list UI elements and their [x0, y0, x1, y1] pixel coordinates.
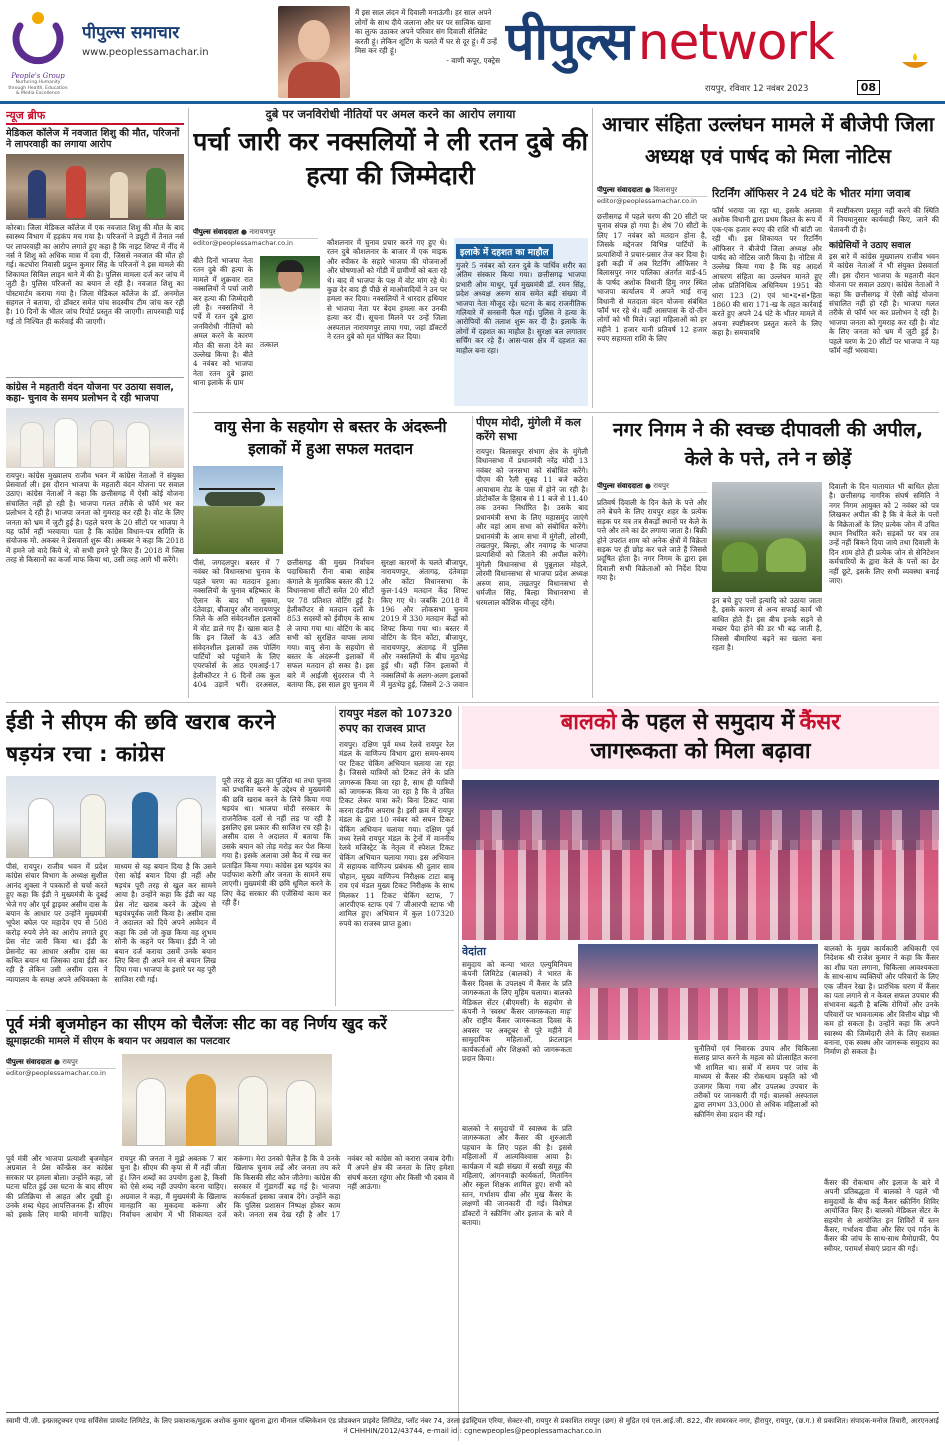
- quote-text: मैं इस साल लंदन में दिवाली मनाऊंगी। हर साल अपने लोगों के साथ दीये जलाना और घर पर सात्विक खाना का लुत्फ उठाकर अपने परिवार संग दिवाली सेलिब्रेट करती हूं। लेकिन शूटिंग के चलते मैं घर से दूर हूं। मैं उन्हें मिस कर रही हूं।: [355, 8, 497, 56]
- brief1-body: कोरबा। जिला मेडिकल कॉलेज में एक नवजात शिशु की मौत के बाद स्वास्थ्य विभाग में हड़कंप मच गया है। परिजनों ने ड्यूटी में तैनात नर्स पर लापरवाही का आरोप लगाते हुए कहा है कि नाइट शिफ्ट में नींद में नर्स ने शिशु को अधिक मात्रा में दवा दी, जिससे नवजात की मौत हो गई। कटघोरा निवासी प्रदुम्न कुमार सिंह के परिजनों ने इस मामले की शिकायत सिविल लाइन थाने में की है। पुलिस मामला दर्ज कर जांच में जुटी है। पुलिस परिजनों का बयान ले रही है। नवजात शिशु का पोस्टमार्टम कराया गया है। जिला मेडिकल कॉलेज के डॉ. अनमोल सहगल ने बताया, दो डॉक्टर समेत पांच सदस्यीय टीम जांच कर रही है। 10 दिनों के भीतर जांच रिपोर्ट प्रस्तुत की जाएगी। लापरवाही पाई गई तो निश्चित ही कार्रवाई की जाएगी।: [6, 222, 184, 326]
- balco-body1: समुदाय को कन्या भारत एल्युमिनियम कंपनी लिमिटेड (बालको) ने भारत के कैंसर दिवस के उपलक्ष्य में कैंसर के प्रति जागरूकता के लिए मुहिम चलाया। बालको मेडिकल सेंटर (बीएमसी) के सहयोग से कंपनी ने 'स्वस्थ' कैंसर जागरूकता माह' और राष्ट्रीय कैंसर जागरूकता दिवस के अवसर पर अक्टूबर से पूरे महीने में सामुदायिक महिलाओं, फ्रंटलाइन कार्यकर्ताओं और शिक्षकों को जागरूकता प्रदान किया।: [462, 960, 572, 1064]
- diwali-byline-name: पीपुल्स संवाददाता: [597, 482, 643, 490]
- ratan-photo: [260, 256, 320, 336]
- brijmohan-headline: पूर्व मंत्री बृजमोहन का सीएम को चैलेंजः सीट का वह निर्णय खुद करें: [6, 1015, 387, 1033]
- brijmohan-email[interactable]: editor@peoplessamachar.co.in: [6, 1069, 106, 1077]
- article-ed: [6, 706, 331, 1006]
- vedanta-logo: वेदांता: [462, 945, 486, 958]
- ed-headline: ईडी ने सीएम की छवि खराब करने षड़यंत्र रचा : कांग्रेस: [6, 710, 276, 766]
- railway-body: रायपुर। दक्षिण पूर्व मध्य रेलवे रायपुर रेल मंडल के वाणिज्य विभाग द्वारा समय-समय पर टिकट चेकिंग अभियान चलाया जा रहा है। जिससे यात्रियों को टिकट लेने के प्रति जागरूक किया जा रहा है, साथ ही यात्रियों को जागरूक किया जा रहा है कि वे उचित टिकट लेकर यात्रा करें। बिना टिकट यात्रा करना दंडनीय अपराध है। इसी क्रम में रायपुर मंडल के द्वारा 10 नवंबर को सघन टिकट चेकिंग अभियान चलाया गया। दक्षिण पूर्व मध्य रेलवे रायपुर मंडल के ट्रेनों में माननीय रेलवे मजिस्ट्रेट के नेतृत्व में स्पेशल टिकट चेकिंग अभियान चलाया गया। इस अभियान में सहायक वाणिज्य प्रबंधक श्री दुलार साव चौहान, मुख्य वाणिज्य निरीक्षक टाटा बाबू राव एवं मंडल मुख्य टिकट निरीक्षक के साथ मिलकर 11 टिकट चेकिंग स्टाफ, 7 आरपीएफ स्टाफ एवं 7 जीआरपी स्टाफ भी शामिल हुए। अभियान में कुल 107320 रुपये का राजस्व प्राप्त हुआ।: [339, 740, 454, 928]
- balco-body3: बालको के मुख्य कार्यकारी अधिकारी एवं निदेशक श्री राजेश कुमार ने कहा कि कैंसर का शीघ्र पता लगाना, चिकित्सा आवश्यकता के साथ-साथ व्यक्तियों और परिवारों के लिए एक जीवन रेखा है। प्रारंभिक चरण में कैंसर का पता लगाने से न केवल सफल उपचार की संभावना बढ़ती है बल्कि रोगियों और उनके परिवारों पर भावनात्मक और वित्तीय बोझ भी कम हो सकता है। उन्होंने कहा कि अपने स्वास्थ्य की जिम्मेदारी लेने के लिए सशक्त बनाना, एक स्वस्थ और जागरूक समुदाय का निर्माण हो सकता है।: [824, 944, 939, 1057]
- dateline: रायपुर, रविवार 12 नवंबर 2023: [705, 84, 809, 94]
- balco-headline-part2: के पहल से समुदाय में: [621, 710, 795, 735]
- balco-photo: [462, 780, 939, 940]
- article-modi: [476, 416, 588, 698]
- group-name: People's Group: [11, 72, 65, 80]
- article-balco: [462, 706, 939, 1406]
- samachar-logo-text: पीपुल्स समाचार: [82, 23, 180, 43]
- article-railway: [339, 706, 454, 1006]
- diwali-photo: [712, 482, 822, 592]
- balco-headline-part3: कैंसर: [799, 710, 841, 735]
- network-title: [505, 4, 937, 80]
- brijmohan-byline-place: रायपुर: [62, 1058, 78, 1066]
- footer-imprint: [6, 1412, 939, 1442]
- title-hindi: पीपुल्स: [505, 12, 633, 72]
- news-brief-label: न्यूज ब्रीफ: [6, 108, 184, 125]
- quote-photo: [278, 6, 350, 98]
- diwali-headline: नगर निगम ने की स्वच्छ दीपावली की अपील, केले के पत्ते, तने न छोड़ें: [612, 419, 924, 470]
- bjp-body: छत्तीसगढ़ में पहले चरण की 20 सीटों पर चुनाव संपन्न हो गया है। शेष 70 सीटों के लिए 17 नवंबर को मतदान होना है, जिसके मद्देनजर विभिन्न पार्टियों के प्रत्याशियों ने प्रचार-प्रसार तेज कर दिया है। इसी कड़ी में अब रिटर्निंग ऑफिसर ने बिलासपुर नगर पालिका अंतर्गत वार्ड-45 के पार्षद अशोक विधानी हिमु नगर स्थित भाजपा कार्यालय में अपने भाई राजू विधानी से मतदाता वंदन योजना संबंधित फॉर्म भर रहे थे। वहीं आसपास के दो-तीन लोगों को भी मिले। जहां महिलाओं को हर महीने 1 हजार यानी प्रतिवर्ष 12 हजार रुपए सहायता राशि के लिए: [597, 212, 707, 344]
- ratan-body-left: बीते दिनों भाजपा नेता रतन दुबे की हत्या के मामले में शुक्रवार रात नक्सलियों ने पर्चा जारी कर हत्या की जिम्मेदारी ली है। नक्सलियों ने पर्चे में रतन दुबे द्वारा जनविरोधी नीतियों को अमल करने के कारण मौत की सजा देने का उल्लेख किया है। बीते 4 नवंबर को भाजपा नेता रतन दुबे झारा थाना इलाके के ग्राम: [193, 256, 253, 388]
- article-ratan-dube: [193, 108, 588, 408]
- masthead: [0, 0, 945, 104]
- balco-headline: [462, 706, 939, 769]
- quote-box: [355, 8, 500, 98]
- ratan-byline-place: नारायणपुर: [249, 228, 276, 236]
- bjp-byline-place: बिलासपुर: [653, 186, 678, 194]
- ratan-sidebar-title: इलाके में दहशत का माहौल: [456, 244, 553, 259]
- ratan-byline-name: पीपुल्स संवाददाता: [193, 228, 239, 236]
- brief2-body: रायपुर। कांग्रेस मुख्यालय राजीव भवन में कांग्रेस नेताओं ने संयुक्त प्रेसवार्ता ली। इस दौरान भाजपा के महतारी वंदन योजना पर सवाल उठाए। कांग्रेस नेताओं ने कहा कि छत्तीसगढ़ में ऐसी कोई योजना संचालित नहीं हो रही है। भाजपा गलत तरीके से फॉर्म भर कर प्रलोभन दे रही है। भाजपा जनता को गुमराह कर रही है। वोट के लिए जनता को भ्रम में जुटी हुई है। पहले चरण के 20 सीटों पर भाजपा ने यह फॉर्म नहीं भरवाया। पता है कि कांग्रेस विधान-पत्र समिति के संयोजक मो. अकबर ने प्रेसवार्ता शुरू की। अकबर ने कहा कि 2018 में हमने जो वादे किये थे, वो सभी हमने पूरे किए हैं। 2018 में जिस तरह से किसानों का कर्जा माफ किया था, उसी तरह आगे भी करेंगे।: [6, 470, 184, 565]
- balco-body4: चुनौतियों एवं निवारक उपाय और चिकित्सा सलाह प्राप्त करने के महत्व को प्रोत्साहित करना भी शामिल था। सत्रों में समय पर जांच के माध्यम से कैंसर की रोकथाम प्रकृति को भी उजागर किया गया और उपलब्ध उपचार के तरीकों पर जानकारी दी गई। बालको अस्पताल द्वारा लगभग 33,000 से अधिक महिलाओं को स्क्रीनिंग सेवा प्रदान की गई।: [694, 1044, 818, 1119]
- bjp-headline: आचार संहिता उल्लंघन मामले में बीजेपी जिला अध्यक्ष एवं पार्षद को मिला नोटिस: [602, 112, 934, 168]
- article-diwali: [597, 416, 939, 698]
- ratan-subhead: दुबे पर जनविरोधी नीतियों पर अमल करने का आरोप लगाया: [265, 108, 516, 121]
- airforce-body: पीसं, जगदलपुर। बस्तर में 7 नवंबर को विधानसभा चुनाव के पहले चरण का मतदान हुआ। नक्सलियों के चुनाव बहिष्कार के ऐलान के बाद भी सुकमा, दंतेवाड़ा, बीजापुर और नारायणपुर जिले के अति संवेदनशील इलाकों में वोट डाले गए हैं। खास बात है कि इन जिलों के 43 अति संवेदनशील इलाकों तक पोलिंग पार्टियों को पहुंचाने के लिए एयरफोर्स के आठ एमआई-17 हेलीकॉप्टर ने 6 दिनों तक कुल 404 उड़ानें भरीं। दरअसल, छत्तीसगढ़ की मुख्य निर्वाचन पदाधिकारी रीना बाबा साहेब कंगाले के मुताबिक बस्तर की 12 विधानसभा सीटों समेत 20 सीटों पर 78 प्रतिशत वोटिंग हुई है। हेलीकॉप्टर से मतदान दलों के 853 सदस्यों को ईवीएम के साथ ले जाया गया था। वोटिंग के बाद सभी को सुरक्षित वापस लाया गया। वायु सेना के सहयोग से बस्तर के अंदरूनी इलाकों में सफल मतदान हो सका है। इस बारे में आईजी सुंदरराज पी ने बताया कि, इस साल हुए चुनाव में सुरक्षा कारणों के चलते बीजापुर, नारायणपुर, अंतागढ़, दंतेवाड़ा और कोंटा विधानसभा के कुल-149 मतदान केंद्र शिफ्ट किए गए थे। जबकि 2018 में 196 और लोकसभा चुनाव 2019 में 330 मतदान केंद्रों को शिफ्ट किया गया था। बस्तर में वोटिंग के दिन कोंटा, बीजापुर, नारायणपुर, अंतागढ़ में पुलिस और नक्सलियों के बीच मुठभेड़ हुई थी। वहीं जिन इलाकों में नक्सलियों के अलग-अलग इलाकों में मुठभेड़ हुई, जिसमें 2-3 जवान: [193, 558, 468, 690]
- news-brief-column: [6, 108, 184, 698]
- title-english: network: [637, 13, 834, 71]
- ratan-photo-caption: तत्काल: [260, 340, 279, 349]
- bjp-byline: पीपुल्स संवाददाता ● बिलासपुर editor@peoplessamachar.co.in: [597, 186, 707, 205]
- balco-body-mid: [578, 1044, 688, 1406]
- airforce-photo: [193, 466, 283, 554]
- bjp-body3: में स्पष्टीकरण प्रस्तुत नहीं करने की स्थिति में नियमानुसार कार्यवाही किए, जाने की चेतावनी दी है।: [829, 206, 939, 234]
- diwali-byline: पीपुल्स संवाददाता ● रायपुर: [597, 482, 707, 493]
- diwali-body1: प्रतिवर्ष दिवाली के दिन केले के पत्ते और तने बेचने के लिए रायपुर शहर के प्रत्येक सड़क पर यत्र तत्र सैकड़ों स्थानों पर केले के पत्ते और तने का ढेर लगाया जाता है। बिक्री होने उपरांत शाम को अनेक क्षेत्रों में विक्रेता सड़क पर ही छोड़ कर चले जाते हैं जिससे प्रदूषित होता है। नगर निगम के द्वारा इस दिवाली सभी विक्रेताओं को निर्देश दिया गया है।: [597, 498, 707, 583]
- group-tagline: Nurturing Humanity through Health, Education & Media Excellence: [8, 80, 68, 96]
- airforce-headline: वायु सेना के सहयोग से बस्तर के अंदरूनी इलाकों में हुआ सफल मतदान: [214, 418, 447, 458]
- balco-headline-part1: बालको: [560, 710, 617, 735]
- modi-headline: पीएम मोदी, मुंगेली में कल करेंगे सभा: [476, 416, 581, 443]
- bjp-body2: फॉर्म भराया जा रहा था, इसके अलावा अशोक विधानी द्वारा प्रथम किश्त के रूप में एक-एक हजार रुपए की राशि भी बांटी जा रही थी। इस शिकायत पर रिटर्निंग ऑफिसर ने बीजेपी जिला अध्यक्ष और पार्षद को नोटिस जारी किया है। नोटिस में उल्लेख किया गया है कि यह आदर्श आचरण संहिता का उल्लंघन मानते हुए लोक प्रतिनिधित्व अधिनियम 1951 की धारा 123 (2) एवं भा•द•सं•हिता 1860 की धारा 171-ख के तहत कार्रवाई करते हुए अपने 24 घंटे के भीतर मामले में अपना स्पष्टीकरण प्रस्तुत करने के लिए कहा है। समयावधि: [712, 206, 822, 338]
- ratan-headline: पर्चा जारी कर नक्सलियों ने ली रतन दुबे की हत्या की जिम्मेदारी: [193, 126, 588, 190]
- diya-icon: [900, 52, 930, 72]
- brief1-photo: [6, 154, 184, 220]
- bjp-sub2: कांग्रेसियों ने उठाए सवाल: [829, 241, 911, 251]
- samachar-url[interactable]: www.peoplessamachar.in: [82, 47, 209, 58]
- balco-body5: कैंसर की रोकथाम और इलाज के बारे में अपनी प्रतिबद्धता में बालको ने पहले भी समुदायों के बीच कई कैंसर स्क्रीनिंग शिविर आयोजित किए हैं। बालको मेडिकल सेंटर के सहयोग से आयोजित इन शिविरों में स्तन कैंसर, गर्भाशय ग्रीवा और सिर एवं गर्दन के कैंसर की जांच के साथ-साथ मैमोग्राफी, पैप स्मीयर, परामर्श सेवाएं प्रदान की गईं।: [824, 1178, 939, 1253]
- footer-text: स्वामी पी.जी. इन्फ्रास्ट्रक्चर एण्ड सर्विसेस प्रायवेट लिमिटेड, के लिए प्रकाशक/मुद्रक अशोक कुमार खुराना द्वारा मीनाल पब्लिकेशन एंड प्रोडक्शन प्राइवेट लिमिटेड, प्लॉट नंबर 74, उरला इंडस्ट्रियल एरिया, सेक्टर-सी, रायपुर से प्रकाशित रायपुर (छग) से मुद्रित एवं एल.आई.जी. 822, वीर सावरकर नगर, हीरापुर, रायपुर, (छ.ग.) से प्रकाशित। संपादक-मनोज तिवारी, आरएनआई नं CHHHIN/2012/43744, e-mail id : cgnewpeoples@peoplessamachar.co.in: [6, 1417, 939, 1435]
- balco-photo2: [578, 944, 818, 1040]
- bjp-byline-name: पीपुल्स संवाददाता: [597, 186, 643, 194]
- diwali-body2: इन बचे हुए पत्तों इत्यादि को उठाया जाता है, इसके कारण से अन्य सफाई कार्य भी बाधित होते हैं। इस बीच इनके सड़ने से मच्छर पैदा होने की डर भी बढ़ जाती है, जिससे बीमारियां बढ़ने का खतरा बना रहता है।: [712, 596, 822, 653]
- brijmohan-byline: पीपुल्स संवाददाता ● रायपुर editor@peoplessamachar.co.in: [6, 1058, 116, 1077]
- peoples-group-logo: [8, 8, 68, 98]
- airforce-body-top: [289, 466, 468, 556]
- balco-headline-line2: जागरूकता को मिला बढ़ावा: [590, 739, 811, 765]
- ed-photo: [6, 776, 216, 858]
- brijmohan-byline-name: पीपुल्स संवाददाता: [6, 1058, 52, 1066]
- ratan-body-right: कौशलनार में चुनाव प्रचार करने गए हुए थे। रतन दुबे कौशलनार के बाजार में एक माइक और स्पीकर के सहारे भाजपा की योजनाओं और घोषणाओं को गोंडी में ग्रामीणों को बता रहे थे। बाद में भाजपा के पक्ष में वोट मांग रहे थे। कुछ देर बाद ही पीछे से माओवादियों ने उन पर हमला कर दिया। नक्सलियों ने धारदार हथियार से भाजपा नेता पर बेदम हमला कर उनकी हत्या कर दी। सूचना मिलने पर उन्हें जिला अस्पताल नारायणपुर लाया गया, जहां डॉक्टरों ने रतन दुबे को मृत घोषित कर दिया।: [327, 238, 447, 342]
- brijmohan-photo: [122, 1054, 332, 1146]
- ratan-sidebar-body: गुजरे 5 नवंबर को रतन दुबे के पार्थिव शरीर का अंतिम संस्कार किया गया। छत्तीसगढ़ भाजपा प्रभारी ओम माथुर, पूर्व मुख्यमंत्री डॉ. रमन सिंह, प्रदेश अध्यक्ष अरुण साव समेत बड़ी संख्या में भाजपा नेता मौजूद रहे। घटना के बाद राजनीतिक गलियारे में सनसनी फैल गई। पुलिस ने हत्या के आरोपियों की तलाश शुरू कर दी है। इलाके के लोगों में दहशत का माहौल है। सुरक्षा बल लगातार सर्चिंग कर रहे हैं। आस-पास क्षेत्र में दहशत का माहौल बना रहा।: [456, 261, 586, 355]
- ratan-email[interactable]: editor@peoplessamachar.co.in: [193, 239, 293, 247]
- railway-headline: रायपुर मंडल को 107320 रुपए का राजस्व प्राप्त: [339, 707, 453, 735]
- ed-body2: पूरी तरह से झूठ का पुलिंदा था तथा चुनाव को प्रभावित करने के उद्देश्य से मुख्यमंत्री की छवि खराब करने के लिये किया गया षड़यंत्र था। भाजपा मोदी सरकार के राजनैतिक दलों से नहीं लड़ पा रही है इसलिए इस प्रकार की साजिश रच रही है। असीम दास ने अदालत में बताया कि उसके बयान को तोड़ मरोड़ कर पेश किया गया है। इसके अलावा उसे कैद में रख कर प्रताड़ित किया गया। कांग्रेस इस षड़यंत्र का पर्दाफाश करेगी और जनता के सामने सच लाएगी। मुख्यमंत्री की छवि धूमिल करने के लिए केंद्र सरकार की एजेंसियां काम कर रही हैं।: [222, 776, 331, 908]
- quote-author: - वाणी कपूर, एक्ट्रेस: [446, 55, 500, 65]
- peoples-group-logo-icon: [8, 8, 68, 68]
- ed-body: पीसं, रायपुर। राजीव भवन में प्रदेश कांग्रेस संचार विभाग के अध्यक्ष सुशील आनंद शुक्ला ने पत्रकारों से चर्चा करते हुए कहा कि ईडी ने मुख्यमंत्री के दुबई भेजे गए और पूर्व ड्राइवर असीम दास के बयान के आधार पर उन्होंने मुख्यमंत्री भूपेश बघेल पर महादेव एप से 508 करोड़ रुपये लेने का आरोप लगाते हुए प्रेस नोट जारी किया था। ईडी के प्रेसनोट का आधार असीम दास का कथित बयान था जिसका दावा ईडी कर रही है लेकिन उसी असीम दास ने न्यायालय के समक्ष अपने अधिवक्ता के माध्यम से यह बयान दिया है कि उसने ऐसा कोई बयान दिया ही नहीं और षड़यंत्र पूरी तरह से खुल कर सामने आया है। उन्होंने कहा कि ईडी का यह प्रेस नोट खराब करने के उद्देश्य से षड़यंत्रपूर्वक जारी किया है। असीम दास ने अदालत को दिये अपने आवेदन में कहा कि उसे जो कुछ किया वह शुभम सोनी के कहने पर किया। ईडी ने जो बयान दर्ज कराया उसमें उनके बयान लिए बिना ही अपने मन से बयान लिख दिया गया। भाजपा के इशारे पर यह पूरी साजिश रची गई।: [6, 862, 216, 984]
- samachar-logo: [82, 20, 272, 80]
- brief1-headline: मेडिकल कॉलेज में नवजात शिशु की मौत, परिजनों ने लापरवाही का लगाया आरोप: [6, 128, 180, 151]
- bjp-email[interactable]: editor@peoplessamachar.co.in: [597, 197, 697, 205]
- page-number: 08: [857, 80, 880, 95]
- brief2-photo: [6, 408, 184, 468]
- modi-body: रायपुर। बिलासपुर संभाग क्षेत्र के मुंगेली विधानसभा में प्रधानमंत्री नरेंद्र मोदी 13 नवंबर को जनसभा को संबोधित करेंगे। पीएम की रैली सुबह 11 बजे कठेरा आयाधाम रोड के पास में होने जा रही है। प्रोटोकॉल के हिसाब से 11 बजे से 11.40 तक उनका निर्धारित है। उसके बाद प्रधानमंत्री सभा के लिए महासमुंद जाएंगे और वहां आम सभा को संबोधित करेंगे। प्रधानमंत्री के आम सभा में मुंगेली, लोरमी, तखतपुर, बिल्हा, और नवागढ़ के भाजपा प्रत्याशियों को जिताने की अपील करेंगे। मुंगेली विधानसभा से पुन्नूलाल मोहले, लोरमी विधानसभा से भाजपा प्रदेश अध्यक्ष अरुण साव, तखतपुर विधानसभा से धर्मजीत सिंह, बिल्हा विधानसभा से धरमलाल कौशिक मौजूद रहेंगे।: [476, 447, 588, 607]
- article-airforce: [193, 416, 468, 698]
- brijmohan-body: पूर्व मंत्री और भाजपा प्रत्याशी बृजमोहन अग्रवाल ने प्रेस कॉन्फ्रेंस कर कांग्रेस सरकार पर हमला बोला। उन्होंने कहा, जो घटना घटित हुई उस घटना के बाद सीएम की प्रतिक्रिया से आहत और दुखी हूं। उनके शब्द थेहद आपत्तिजनक हैं। सीएम को इसके लिए माफी मांगनी चाहिए। रायपुर की जनता ने मुझे अबतक 7 बार चुना है। सीएम की कृपा से मैं नहीं जीता हूं। जिन शब्दों का उपयोग हुआ है, किसी को ऐसे शब्द नहीं उपयोग करना चाहिए। अग्रवाल ने कहा, मैं मुख्यमंत्री के खिलाफ मानहानि का मुकदमा करूंगा और निर्वाचन आयोग में भी शिकायत दर्ज करूंगा। मेरा उनको चैलेंज है कि वे उनके खिलाफ चुनाव लड़ें और जनता तय करे कि किसकी सीट कौन जीतेगा। कांग्रेस की सरकार में गुंडागर्दी बढ़ गई है। भाजपा कार्यकर्ता इसका जवाब देंगे। उन्होंने कहा कि पुलिस प्रशासन निष्पक्ष होकर काम करे। जनता सब देख रही है और 17 नवंबर को कांग्रेस को करारा जवाब देगी। मैं अपने क्षेत्र की जनता के लिए हमेशा संघर्ष करता रहूंगा और किसी भी दबाव में नहीं आऊंगा।: [6, 1154, 454, 1220]
- brijmohan-subhead: झूमाझटकी मामले में सीएम के बयान पर अग्रवाल का पलटवार: [6, 1036, 230, 1047]
- bjp-subheadline: रिटर्निंग ऑफिसर ने 24 घंटे के भीतर मांगा जवाब: [712, 187, 911, 200]
- bjp-body4: इस बारे में कांग्रेस मुख्यालय राजीव भवन में कांग्रेस नेताओं ने भी संयुक्त प्रेसवार्ता ली। इस दौरान भाजपा के महतारी वंदन योजना पर सवाल उठाए। कांग्रेस नेताओं ने कहा कि छत्तीसगढ़ में ऐसी कोई योजना संचालित नहीं हो रही है। भाजपा गलत तरीके से फॉर्म भर कर प्रलोभन दे रही है। भाजपा जनता को गुमराह कर रही है। वोट के लिए जनता को भ्रम में जुटी हुई है। पहले चरण के 20 सीटों पर भाजपा ने यह फॉर्म नहीं भरवाया।: [829, 252, 939, 356]
- article-bjp-notice: [597, 108, 939, 408]
- balco-body2: बालको ने समुदायों में स्वास्थ्य के प्रति जागरूकता और कैंसर की शुरुआती पहचान के लिए पहल की है। इससे महिलाओं में आत्मविश्वास आया है। कार्यक्रम में बड़ी संख्या में सखी समूह की महिलाएं, आंगनवाड़ी कार्यकर्ता, मितानिन और स्कूल शिक्षक शामिल हुए। सभी को स्तन, गर्भाशय ग्रीवा और मुख कैंसर के लक्षणों की जानकारी दी गई। विशेषज्ञ डॉक्टरों ने स्क्रीनिंग और इलाज के बारे में बताया।: [462, 1124, 572, 1228]
- diwali-byline-place: रायपुर: [653, 482, 669, 490]
- article-brijmohan: [6, 1014, 454, 1409]
- ratan-sidebar: [454, 238, 588, 406]
- diwali-body3: दिवाली के दिन यातायात भी बाधित होता है। छत्तीसगढ़ नागरिक संघर्ष समिति ने नगर निगम आयुक्त को 2 नवंबर को पत्र लिखकर अपील की है कि वे केले के पत्तों के विक्रेताओं के लिए प्रत्येक जोन में उचित स्थान निर्धारित करें। सड़कों पर यत्र तत्र उन्हें नहीं बिकने दिया जाये तथा दिवाली के दिन शाम होते ही प्रत्येक जोन से सेनिटेशन कर्मचारियों के द्वारा केले के पत्तों का ढेर नहीं छूटे, इसके लिए सभी व्यवस्था बनाई जाए।: [829, 482, 939, 586]
- ratan-byline: पीपुल्स संवाददाता ● नारायणपुर editor@peoplessamachar.co.in: [193, 228, 318, 247]
- brief2-headline: कांग्रेस ने महतारी वंदन योजना पर उठाया सवाल, कहा- चुनाव के समय प्रलोभन दे रही भाजपा: [6, 381, 174, 405]
